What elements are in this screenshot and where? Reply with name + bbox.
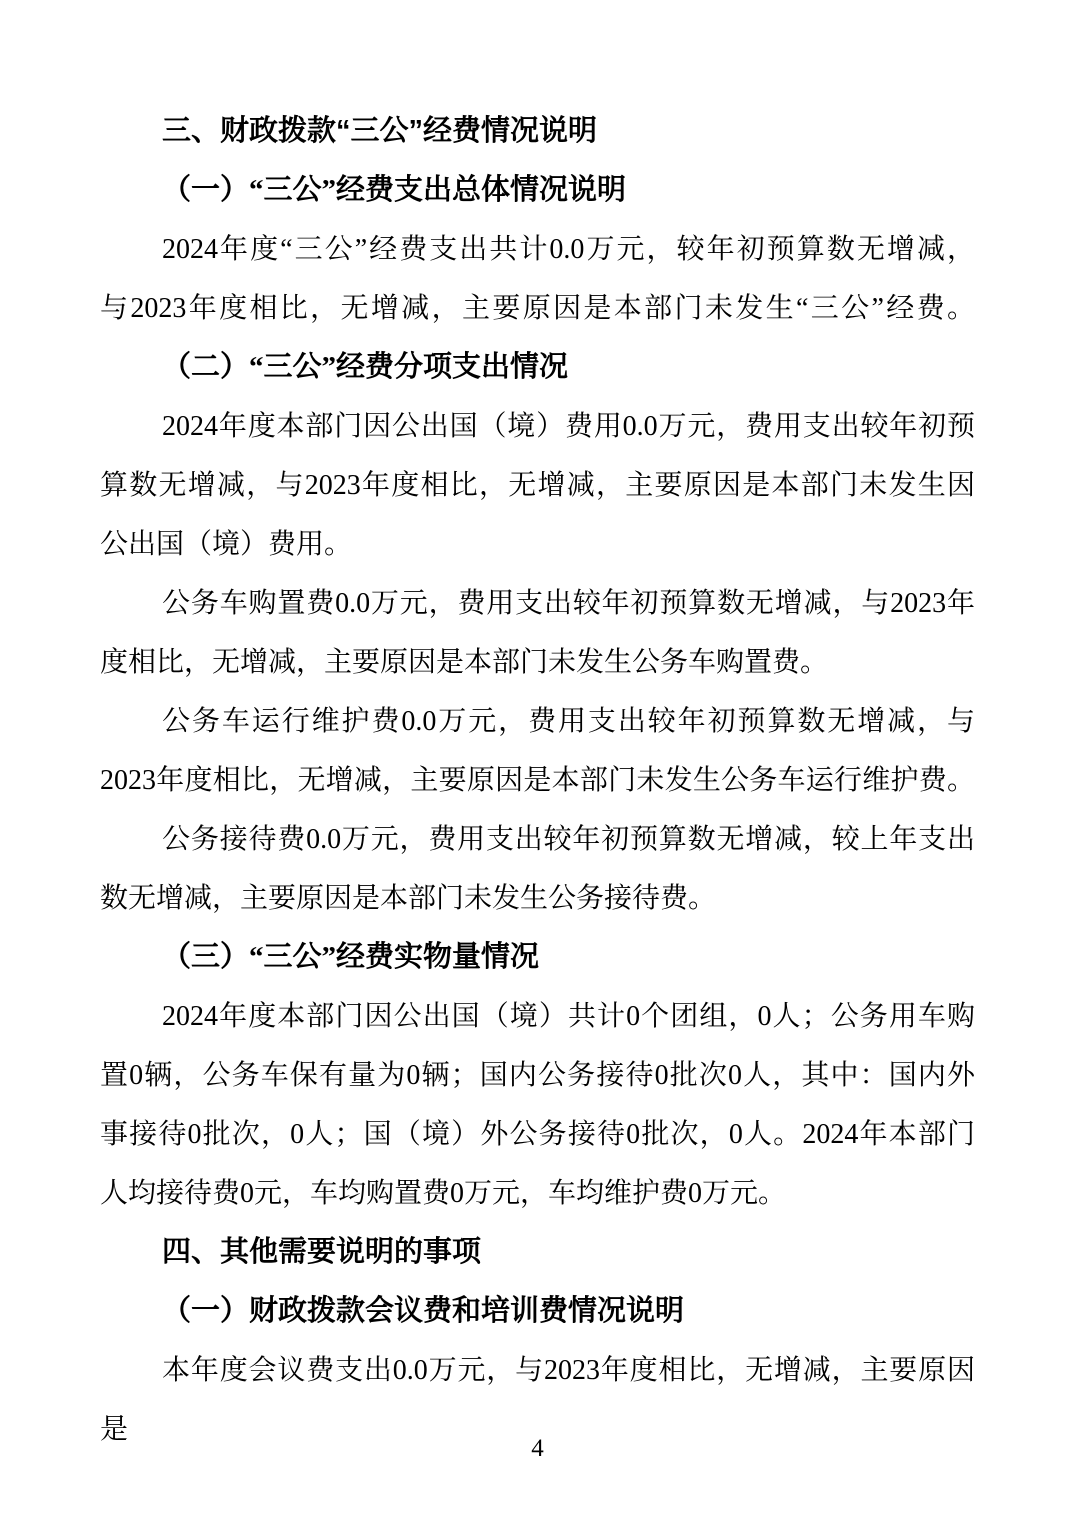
paragraph-line: 置0辆，公务车保有量为0辆；国内公务接待0批次0人，其中：国内外 <box>100 1060 975 1091</box>
paragraph-line: 2024年度“三公”经费支出共计0.0万元，较年初预算数无增减， <box>162 234 975 265</box>
paragraph-line: 事接待0批次，0人；国（境）外公务接待0批次，0人。2024年本部门 <box>100 1119 975 1150</box>
subheading-4-1: （一）财政拨款会议费和培训费情况说明 <box>162 1295 685 1327</box>
paragraph-line: 公务接待费0.0万元，费用支出较年初预算数无增减，较上年支出 <box>162 824 975 855</box>
subheading-3-3: （三）“三公”经费实物量情况 <box>162 941 540 973</box>
paragraph-line: 2023年度相比，无增减，主要原因是本部门未发生公务车运行维护费。 <box>100 765 975 796</box>
heading-section-4: 四、其他需要说明的事项 <box>162 1236 482 1268</box>
paragraph-line: 算数无增减，与2023年度相比，无增减，主要原因是本部门未发生因 <box>100 470 975 501</box>
paragraph-line: 与2023年度相比，无增减，主要原因是本部门未发生“三公”经费。 <box>100 293 975 324</box>
paragraph-line: 2024年度本部门因公出国（境）费用0.0万元，费用支出较年初预 <box>162 411 975 442</box>
subheading-3-2: （二）“三公”经费分项支出情况 <box>162 351 569 383</box>
heading-section-3: 三、财政拨款“三公”经费情况说明 <box>162 115 598 147</box>
paragraph-line: 公出国（境）费用。 <box>100 529 353 560</box>
page-number: 4 <box>531 1435 544 1462</box>
paragraph-line: 度相比，无增减，主要原因是本部门未发生公务车购置费。 <box>100 647 829 678</box>
paragraph-line: 数无增减，主要原因是本部门未发生公务接待费。 <box>100 883 717 914</box>
paragraph-line: 公务车购置费0.0万元，费用支出较年初预算数无增减，与2023年 <box>162 588 975 619</box>
subheading-3-1: （一）“三公”经费支出总体情况说明 <box>162 174 627 206</box>
document-body <box>100 102 975 1445</box>
paragraph-line: 公务车运行维护费0.0万元，费用支出较年初预算数无增减，与 <box>162 706 975 737</box>
paragraph-line: 人均接待费0元，车均购置费0万元，车均维护费0万元。 <box>100 1178 787 1209</box>
paragraph-line: 本年度会议费支出0.0万元，与2023年度相比，无增减，主要原因是 <box>100 1355 975 1445</box>
paragraph-line: 2024年度本部门因公出国（境）共计0个团组，0人；公务用车购 <box>162 1001 975 1032</box>
